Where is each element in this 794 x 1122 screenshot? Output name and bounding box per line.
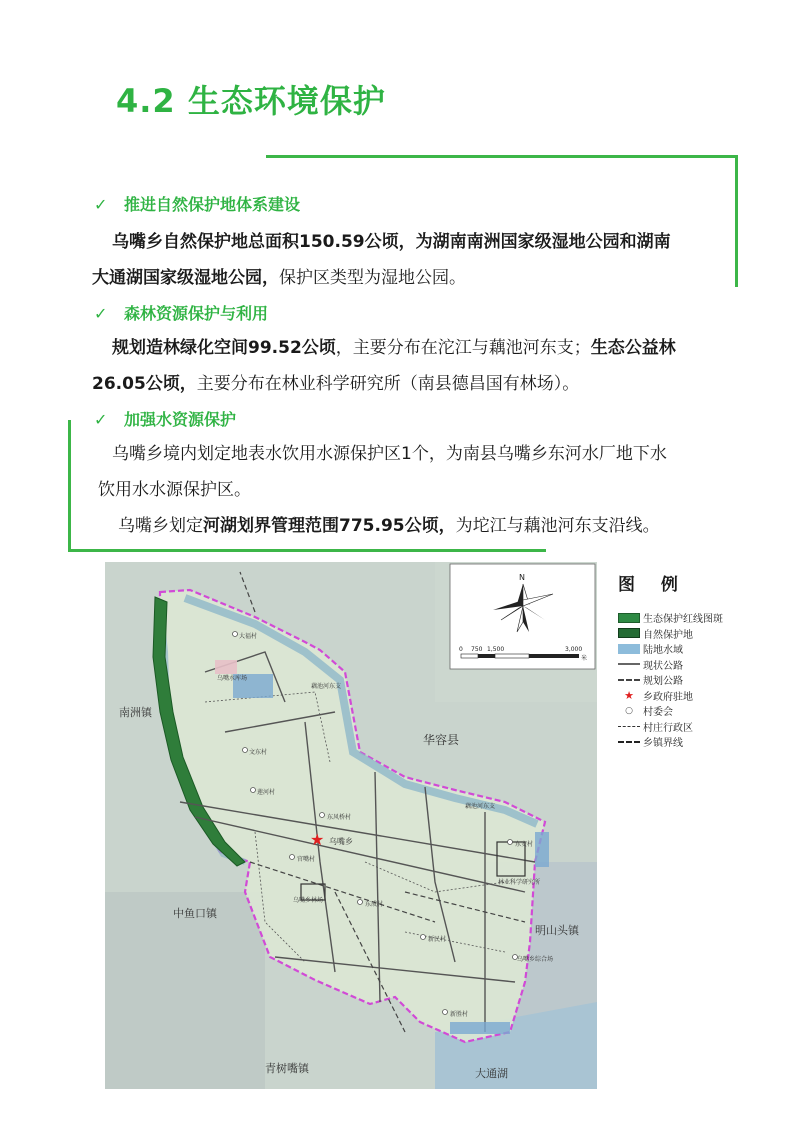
legend-item: 规划公路 — [618, 672, 723, 688]
paragraph-forest — [92, 330, 732, 402]
text-normal: 主要分布在林业科学研究所（南县德昌国有林场）。 — [196, 374, 580, 394]
scale-unit: 米 — [581, 655, 588, 662]
text-bold: 26.05公顷， — [92, 374, 197, 394]
current-road-icon — [618, 663, 640, 665]
label-qingshuzui: 青树嘴镇 — [265, 1062, 309, 1075]
label-river1: 藕池河东支 — [311, 683, 342, 690]
label-v4: 东成村 — [365, 901, 384, 908]
label-v7: 新民村 — [428, 936, 447, 943]
text-normal: 饮用水水源保护区。 — [98, 480, 251, 500]
label-nanzhou: 南洲镇 — [119, 706, 152, 719]
water-area-icon — [618, 644, 640, 654]
label-wuzui: 乌嘴乡 — [329, 837, 353, 846]
legend-title: 图 例 — [618, 575, 688, 595]
label-v11: 莲河村 — [257, 789, 276, 796]
scale-label-0: 0 — [459, 646, 463, 653]
scale-label-1: 750 — [471, 646, 483, 653]
legend — [618, 610, 723, 750]
legend-item: 自然保护地 — [618, 626, 723, 642]
legend-item: ★ 乡政府驻地 — [618, 688, 723, 704]
text-bold: 生态公益林 — [590, 338, 676, 358]
text-bold: 大通湖国家级湿地公园， — [92, 268, 279, 288]
township-gov-icon: ★ — [624, 688, 634, 702]
label-river2: 藕池河东支 — [465, 803, 496, 810]
section-heading-water: ✓ 加强水资源保护 — [94, 410, 237, 429]
text-normal: ，主要分布在沱江与藕池河东支； — [335, 338, 591, 358]
label-mingshantou: 明山头镇 — [535, 924, 579, 937]
label-v1: 东风桥村 — [327, 814, 352, 821]
section-heading-nature-reserve: ✓ 推进自然保护地体系建设 — [94, 195, 301, 214]
text-bold: 乌嘴乡自然保护地总面积150.59公顷，为湖南南洲国家级湿地公园和湖南 — [112, 232, 671, 252]
label-v12: 乌嘴水库场 — [217, 675, 248, 682]
check-icon: ✓ — [94, 304, 108, 323]
text-normal: 为坨江与藕池河东支沿线。 — [455, 516, 660, 536]
check-icon: ✓ — [94, 410, 108, 429]
legend-item: 现状公路 — [618, 657, 723, 673]
label-zhongyukou: 中鱼口镇 — [173, 907, 217, 920]
paragraph-nature-reserve — [92, 224, 732, 296]
text-normal: 乌嘴乡境内划定地表水饮用水源保护区1个，为南县乌嘴乡东河水厂地下水 — [112, 444, 667, 464]
paragraph-water — [92, 436, 732, 544]
legend-item: ○ 村委会 — [618, 703, 723, 719]
legend-item: 村庄行政区 — [618, 719, 723, 735]
scale-label-2: 1,500 — [487, 646, 505, 653]
text-bold: 规划造林绿化空间99.52公顷 — [112, 338, 336, 358]
legend-item: 陆地水域 — [618, 641, 723, 657]
north-label: N — [519, 573, 525, 582]
scale-label-3: 3,000 — [565, 646, 583, 653]
government-star-icon: ★ — [310, 830, 325, 849]
village-boundary-icon — [618, 726, 640, 727]
label-huarong: 华容县 — [423, 733, 460, 747]
legend-item: 生态保护红线图斑 — [618, 610, 723, 626]
legend-item: 乡镇界线 — [618, 734, 723, 750]
text-normal: 保护区类型为湿地公园。 — [279, 268, 466, 288]
text-normal: 乌嘴乡划定 — [118, 516, 203, 536]
label-v8: 乌嘴乡综合场 — [517, 956, 554, 963]
planning-map — [105, 562, 597, 1089]
label-v9: 新胜村 — [450, 1011, 469, 1018]
section-heading-forest: ✓ 森林资源保护与利用 — [94, 304, 269, 323]
scale-bar — [461, 654, 579, 658]
label-v5: 林业科学研究所 — [498, 879, 541, 886]
label-v13: 大福村 — [239, 633, 258, 640]
village-committee-icon: ○ — [625, 705, 633, 716]
text-bold: 河湖划界管理范围775.95公顷， — [203, 516, 456, 536]
check-icon: ✓ — [94, 195, 108, 214]
planned-road-icon — [618, 679, 640, 681]
label-v10: 文东村 — [249, 749, 268, 756]
label-datonghu: 大通湖 — [475, 1067, 508, 1080]
township-boundary-icon — [618, 741, 640, 743]
nature-reserve-icon — [618, 628, 640, 638]
page-title: 4.2 生态环境保护 — [116, 82, 386, 120]
map-canvas — [105, 562, 597, 1089]
label-v6: 东安村 — [515, 841, 534, 848]
label-v2: 官嘴村 — [297, 856, 316, 863]
label-v3: 乌嘴乡林场 — [293, 897, 324, 904]
eco-redline-icon — [618, 613, 640, 623]
